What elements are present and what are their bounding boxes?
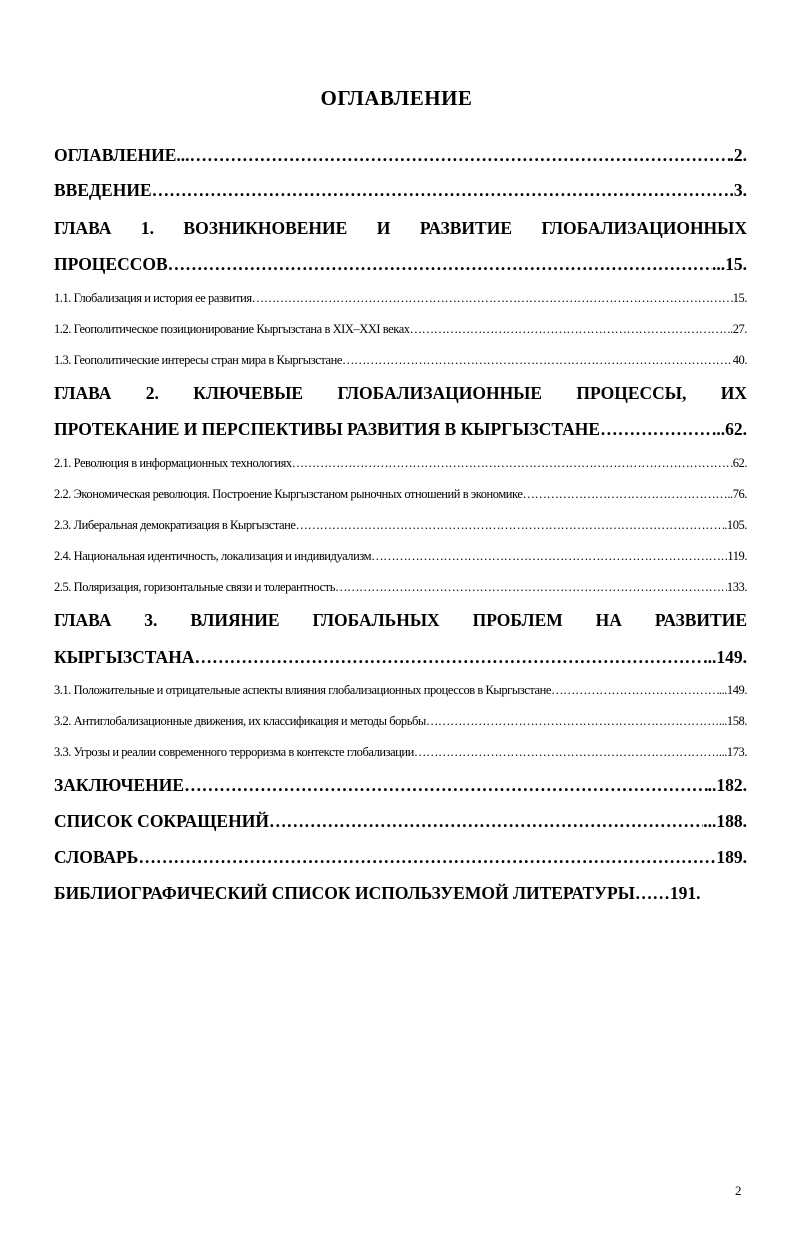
toc-entry-page: ..182. (707, 775, 747, 795)
toc-entry-3-2 (54, 714, 747, 732)
toc-entry-2-1 (54, 456, 747, 474)
toc-entry-label: 2.4. Национальная идентичность, локализация и индивидуализм (54, 549, 372, 563)
toc-entry-contents (54, 145, 747, 169)
leader-dots (414, 745, 719, 760)
toc-entry-page: 40. (732, 353, 747, 367)
leader-dots (551, 683, 719, 698)
toc-entry-page: 189. (716, 847, 747, 867)
toc-entry-chapter-1 (54, 254, 747, 278)
toc-entry-label: ОГЛАВЛЕНИЕ... (54, 145, 190, 165)
toc-chapter-1-line1: ГЛАВА 1. ВОЗНИКНОВЕНИЕ И РАЗВИТИЕ ГЛОБАЛИЗАЦИОННЫХ (54, 218, 747, 238)
toc-chapter-2-line1: ГЛАВА 2. КЛЮЧЕВЫЕ ГЛОБАЛИЗАЦИОННЫЕ ПРОЦЕССЫ, ИХ (54, 383, 747, 403)
toc-entry-page: ...149. (718, 683, 747, 697)
toc-entry-label: 1.1. Глобализация и история ее развития (54, 291, 252, 305)
leader-dots (138, 847, 716, 868)
toc-entry-page: ...149. (703, 647, 747, 667)
toc-entry-1-2 (54, 322, 747, 340)
toc-entry-page: ……191. (634, 883, 701, 903)
toc-entry-glossary (54, 847, 747, 871)
leader-dots (194, 647, 703, 668)
toc-entry-1-3 (54, 353, 747, 371)
toc-entry-bibliography (54, 883, 747, 907)
toc-entry-label: ЗАКЛЮЧЕНИЕ (54, 775, 185, 795)
toc-entry-label: 1.2. Геополитическое позиционирование Кыргызстана в XIX–XXI веках (54, 322, 410, 336)
leader-dots (426, 714, 719, 729)
toc-entry-page: .3. (729, 180, 747, 200)
toc-entry-2-5 (54, 580, 747, 598)
page-title: ОГЛАВЛЕНИЕ (320, 86, 473, 110)
toc-entry-chapter-2 (54, 419, 747, 443)
leader-dots (190, 145, 730, 166)
toc-entry-page: ...158. (718, 714, 747, 728)
toc-entry-label: 2.2. Экономическая революция. Построение Кыргызстаном рыночных отношений в экономике (54, 487, 523, 501)
leader-dots (252, 291, 733, 306)
toc-entry-conclusion (54, 775, 747, 799)
toc-entry-page: 133. (726, 580, 747, 594)
toc-entry-page: ..27. (727, 322, 747, 336)
leader-dots (269, 811, 703, 832)
toc-chapter-3-line1: ГЛАВА 3. ВЛИЯНИЕ ГЛОБАЛЬНЫХ ПРОБЛЕМ НА РАЗВИТИЕ (54, 610, 747, 630)
toc-entry-abbreviations (54, 811, 747, 835)
toc-entry-label: 3.2. Антиглобализационные движения, их классификация и методы борьбы (54, 714, 426, 728)
toc-entry-page: ..76. (727, 487, 747, 501)
toc-entry-page: ...15. (712, 254, 747, 274)
toc-entry-label: 2.3. Либеральная демократизация в Кыргызстане (54, 518, 296, 532)
leader-dots (335, 580, 727, 595)
toc-entry-page: ...188. (703, 811, 747, 831)
toc-entry-2-4 (54, 549, 747, 567)
toc-entry-page: .105. (724, 518, 747, 532)
toc-entry-label: 2.5. Поляризация, горизонтальные связи и толерантность (54, 580, 335, 594)
leader-dots (371, 549, 725, 564)
toc-entry-label: 2.1. Революция в информационных технологиях (54, 456, 292, 470)
leader-dots (184, 775, 708, 796)
leader-dots (168, 254, 712, 275)
toc-entry-label: БИБЛИОГРАФИЧЕСКИЙ СПИСОК ИСПОЛЬЗУЕМОЙ ЛИТЕРАТУРЫ (54, 883, 635, 903)
toc-entry-2-2 (54, 487, 747, 505)
toc-entry-label: ПРОТЕКАНИЕ И ПЕРСПЕКТИВЫ РАЗВИТИЯ В КЫРГЫЗСТАНЕ (54, 419, 601, 439)
toc-entry-introduction (54, 180, 747, 204)
leader-dots (295, 518, 724, 533)
toc-entry-3-1 (54, 683, 747, 701)
toc-entry-2-3 (54, 518, 747, 536)
toc-entry-chapter-3 (54, 647, 747, 671)
toc-entry-page: 62. (732, 456, 747, 470)
leader-dots (152, 180, 730, 201)
toc-entry-label: СПИСОК СОКРАЩЕНИЙ (54, 811, 269, 831)
leader-dots (342, 353, 733, 368)
leader-dots (292, 456, 733, 471)
toc-entry-page: ...62. (712, 419, 747, 439)
toc-entry-page: 15. (732, 291, 747, 305)
toc-entry-label: ПРОЦЕССОВ (54, 254, 168, 274)
leader-dots (410, 322, 728, 337)
toc-entry-label: 3.1. Положительные и отрицательные аспекты влияния глобализационных процессов в Кыргызстане (54, 683, 551, 697)
toc-entry-page: ...173. (718, 745, 747, 759)
page-number: 2 (735, 1183, 742, 1198)
toc-entry-3-3 (54, 745, 747, 763)
toc-entry-label: СЛОВАРЬ (54, 847, 139, 867)
toc-entry-label: 3.3. Угрозы и реалии современного терроризма в контексте глобализации (54, 745, 414, 759)
leader-dots (600, 419, 712, 440)
toc-entry-1-1 (54, 291, 747, 309)
toc-entry-page: .119. (724, 549, 747, 563)
leader-dots (522, 487, 727, 502)
toc-entry-page: .2. (729, 145, 747, 165)
toc-entry-label: 1.3. Геополитические интересы стран мира в Кыргызстане (54, 353, 342, 367)
toc-entry-label: КЫРГЫЗСТАНА (54, 647, 195, 667)
toc-entry-label: ВВЕДЕНИЕ (54, 180, 152, 200)
